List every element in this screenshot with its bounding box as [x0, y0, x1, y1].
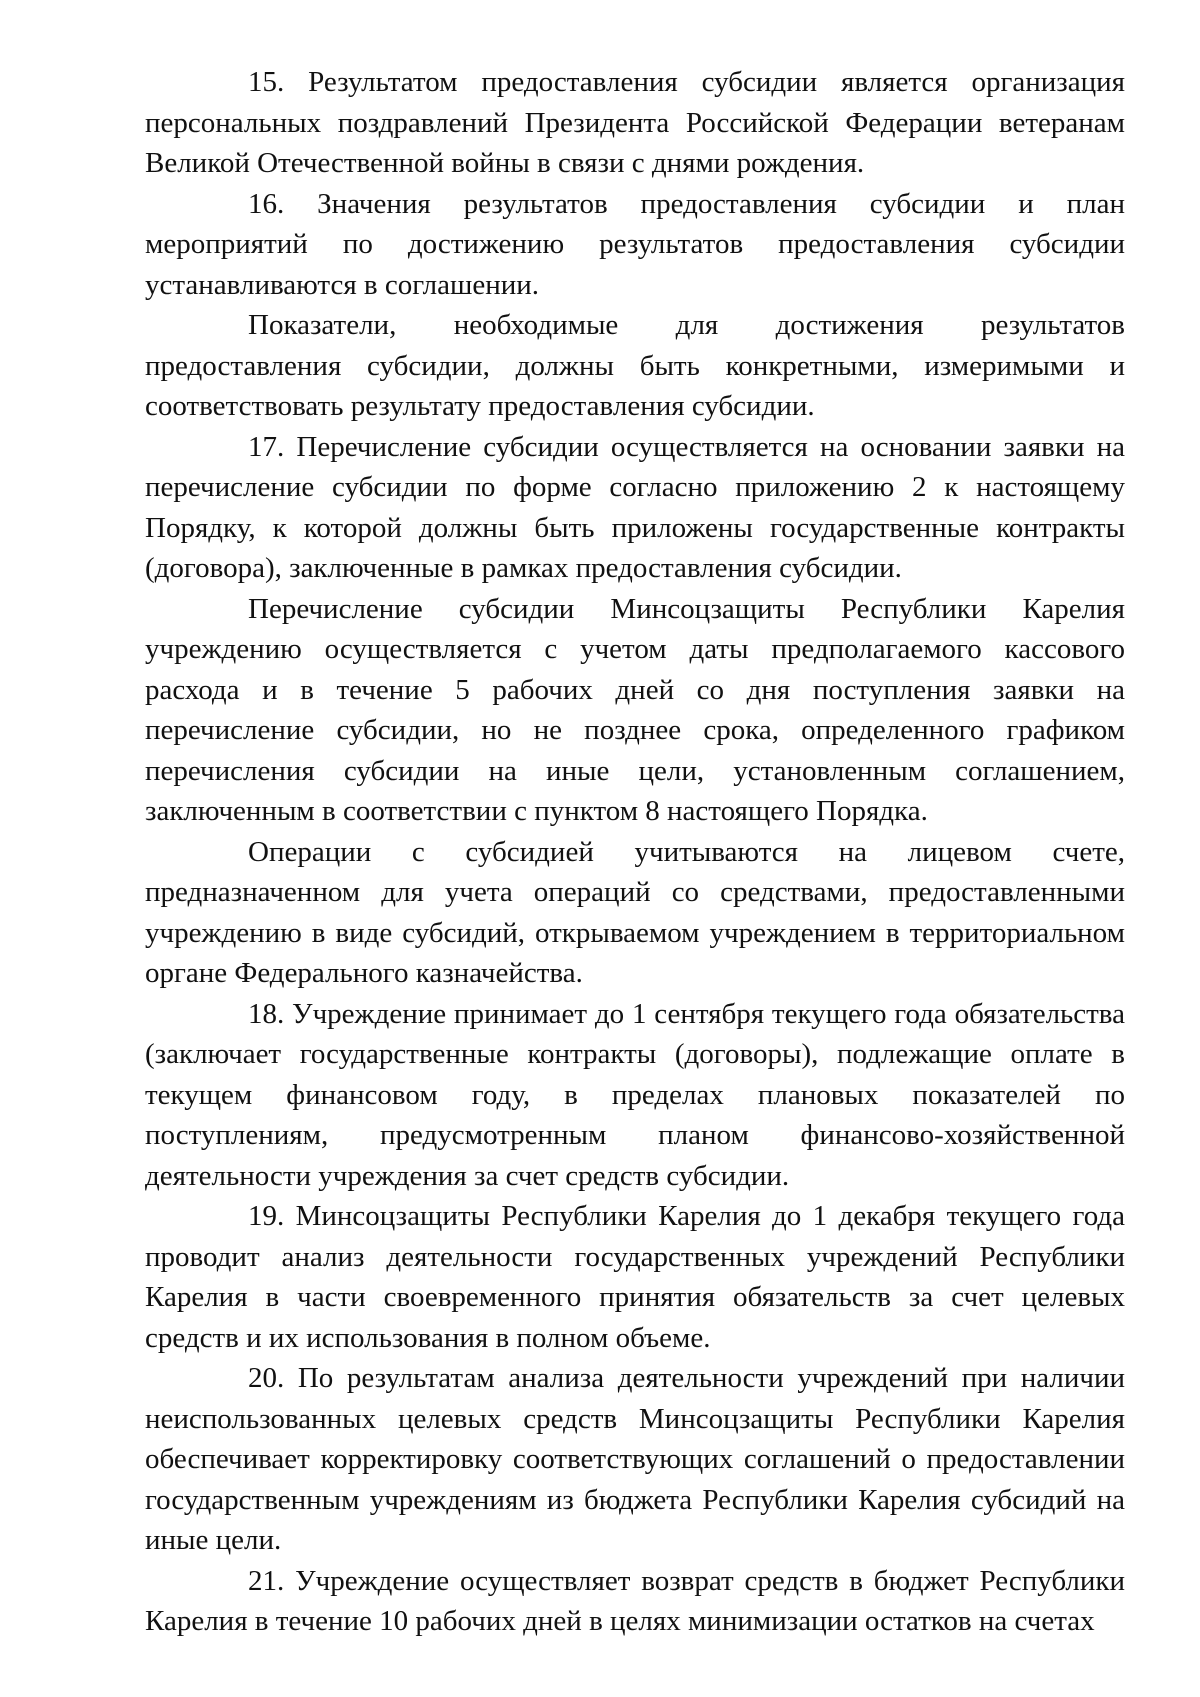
paragraph-17-operations: Операции с субсидией учитываются на лицевом счете, предназначенном для учета операций со средствами, предоставленными учреждению в виде субсидий, открываемом учреждением в территориальном органе Федерального казначейства. — [145, 835, 1125, 989]
paragraph-17: 17. Перечисление субсидии осуществляется на основании заявки на перечисление субсидии по форме согласно приложению 2 к настоящему Порядку, к которой должны быть приложены государственные контракты (договора), заключенные в рамках предоставления субсидии. — [145, 430, 1125, 584]
paragraph-15: 15. Результатом предоставления субсидии является организация персональных поздравлений Президента Российской Федерации ветеранам Великой Отечественной войны в связи с днями рождения. — [145, 66, 1125, 179]
paragraph-20: 20. По результатам анализа деятельности учреждений при наличии неиспользованных целевых средств Минсоцзащиты Республики Карелия обеспечивает корректировку соответствующих соглашений о предоставлении государственным учреждениям из бюджета Республики Карелия субсидий на иные цели. — [145, 1362, 1125, 1556]
paragraph-16: 16. Значения результатов предоставления субсидии и план мероприятий по достижению результатов предоставления субсидии устанавливаются в соглашении. — [145, 187, 1125, 301]
paragraph-21: 21. Учреждение осуществляет возврат средств в бюджет Республики Карелия в течение 10 рабочих дней в целях минимизации остатков на счетах — [145, 1564, 1125, 1637]
paragraph-19: 19. Минсоцзащиты Республики Карелия до 1 декабря текущего года проводит анализ деятельности государственных учреждений Республики Карелия в части своевременного принятия обязательств за счет целевых средств и их использования в полном объеме. — [145, 1200, 1125, 1354]
document-page — [145, 62, 1125, 1642]
paragraph-17-transfer: Перечисление субсидии Минсоцзащиты Республики Карелия учреждению осуществляется с учетом даты предполагаемого кассового расхода и в течение 5 рабочих дней со дня поступления заявки на перечисление субсидии, но не позднее срока, определенного графиком перечисления субсидии на иные цели, установленным соглашением, заключенным в соответствии с пунктом 8 настоящего Порядка. — [145, 592, 1125, 827]
paragraph-18: 18. Учреждение принимает до 1 сентября текущего года обязательства (заключает государственные контракты (договоры), подлежащие оплате в текущем финансовом году, в пределах плановых показателей по поступлениям, предусмотренным планом финансово-хозяйственной деятельности учреждения за счет средств субсидии. — [145, 997, 1125, 1192]
paragraph-16-indicators: Показатели, необходимые для достижения результатов предоставления субсидии, должны быть конкретными, измеримыми и соответствовать результату предоставления субсидии. — [145, 309, 1125, 422]
